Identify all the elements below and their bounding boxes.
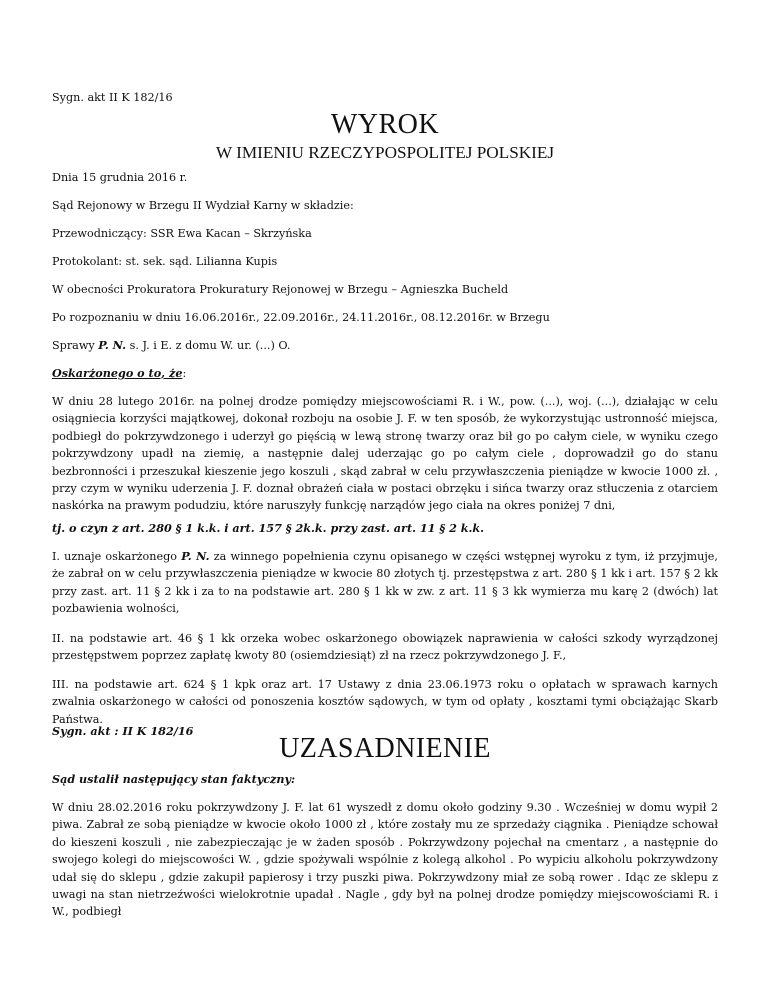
facts-text: W dniu 28.02.2016 roku pokrzywdzony J. F. lat 61 wyszedł z domu około godziny 9.30 . Wcześniej w domu wypił 2 piwa. Zabrał ze sobą pieniądze w kwocie około 1000 zł , które zostały mu ze sprzedaży ciągnika . Pieniądze schował do kieszeni koszuli , nie zabezpieczając je w żaden sposób . Pokrzywdzony pojechał na cmentarz , a następnie do swojego kolegi do miejscowości W. , gdzie spożywali wspólnie z kolegą alkohol . Po wypiciu alkoholu pokrzywdzony udał się do sklepu , gdzie zakupił papierosy i trzy puszki piwa. Pokrzywdzony miał ze sobą rower . Idąc ze sklepu z uwagi na stan nietrzeźwości wielokrotnie upadał . Nagle , gdy był na polnej drodze pomiędzy miejscowościami R. i W., podbiegł	[52, 801, 718, 919]
hearing-dates: Po rozpoznaniu w dniu 16.06.2016r., 22.09.2016r., 24.11.2016r., 08.12.2016r. w Brzegu	[52, 311, 550, 324]
case-prefix: Sprawy	[52, 339, 99, 352]
justification-case-number: Sygn. akt : II K 182/16	[52, 724, 194, 738]
case-line	[52, 337, 718, 354]
verdict-point-3: III. na podstawie art. 624 § 1 kpk oraz art. 17 Ustawy z dnia 23.06.1973 roku o opłatach w sprawach karnych zwalnia oskarżonego w całości od ponoszenia kosztów sądowych, w tym od opłaty , kosztami tymi obciążając Skarb Państwa.	[52, 678, 718, 726]
justification-title: UZASADNIENIE	[279, 733, 491, 764]
case-suffix: s. J. i E. z domu W. ur. (...) O.	[126, 339, 291, 352]
verdict-point-1	[52, 548, 718, 618]
verdict-title: WYROK	[330, 109, 440, 140]
charges-heading: Oskarżonego o to, że	[52, 366, 183, 380]
presiding-judge: Przewodniczący: SSR Ewa Kacan – Skrzyńska	[52, 227, 312, 240]
charges-heading-line	[52, 365, 718, 382]
prosecutor-presence: W obecności Prokuratora Prokuratury Rejonowej w Brzegu – Agnieszka Bucheld	[52, 283, 509, 296]
charges-heading-colon: :	[182, 367, 187, 380]
defendant-initials: P. N.	[98, 338, 127, 352]
charge-qualification: tj. o czyn z art. 280 § 1 k.k. i art. 157 § 2k.k. przy zast. art. 11 § 2 k.k.	[52, 521, 485, 535]
verdict-point-2: II. na podstawie art. 46 § 1 kk orzeka wobec oskarżonego obowiązek naprawienia w całości szkody wyrządzonej przestępstwem poprzez zapłatę kwoty 80 (osiemdziesiąt) zł na rzecz pokrzywdzonego J. F.,	[52, 632, 718, 663]
verdict-point-1-prefix: I. uznaje oskarżonego	[52, 550, 182, 563]
verdict-subtitle: W IMIENIU RZECZYPOSPOLITEJ POLSKIEJ	[215, 143, 555, 162]
court-composition: Sąd Rejonowy w Brzegu II Wydział Karny w składzie:	[52, 199, 354, 212]
verdict-point-1-defendant: P. N.	[181, 549, 210, 563]
verdict-point-1-suffix: za winnego popełnienia czynu opisanego w części wstępnej wyroku z tym, iż przyjmuje, że zabrał on w celu przywłaszczenia pieniądze w kwocie 80 złotych tj. przestępstwa z art. 280 § 1 kk i art. 157 § 2 kk przy zast. art. 11 § 2 kk i za to na podstawie art. 280 § 1 kk w zw. z art. 11 § 3 kk wymierza mu karę 2 (dwóch) lat pozbawienia wolności,	[52, 550, 718, 616]
verdict-date: Dnia 15 grudnia 2016 r.	[52, 171, 188, 184]
case-number: Sygn. akt II K 182/16	[52, 91, 173, 104]
charges-text: W dniu 28 lutego 2016r. na polnej drodze pomiędzy miejscowościami R. i W., pow. (...), woj. (...), działając w celu osiągniecia korzyści majątkowej, dokonał rozboju na osobie J. F. w ten sposób, że wykorzystując ustronność miejsca, podbiegł do pokrzywdzonego i uderzył go pięścią w lewą stronę twarzy oraz bił go po całym ciele, w wyniku czego pokrzywdzony upadł na ziemię, a następnie dalej uderzając go po całym ciele , doprowadził go do stanu bezbronności i przeszukał kieszenie jego koszuli , skąd zabrał w celu przywłaszczenia pieniądze w kwocie 1000 zł. , przy czym w wyniku uderzenia J. F. doznał obrażeń ciała w postaci obrzęku i sińca twarzy oraz stłuczenia z otarciem naskórka na prawym podudziu, które naruszyły funkcję narządów jego ciała na okres poniżej 7 dni,	[52, 395, 718, 513]
facts-heading: Sąd ustalił następujący stan faktyczny:	[52, 772, 296, 786]
court-clerk: Protokolant: st. sek. sąd. Lilianna Kupis	[52, 255, 278, 268]
